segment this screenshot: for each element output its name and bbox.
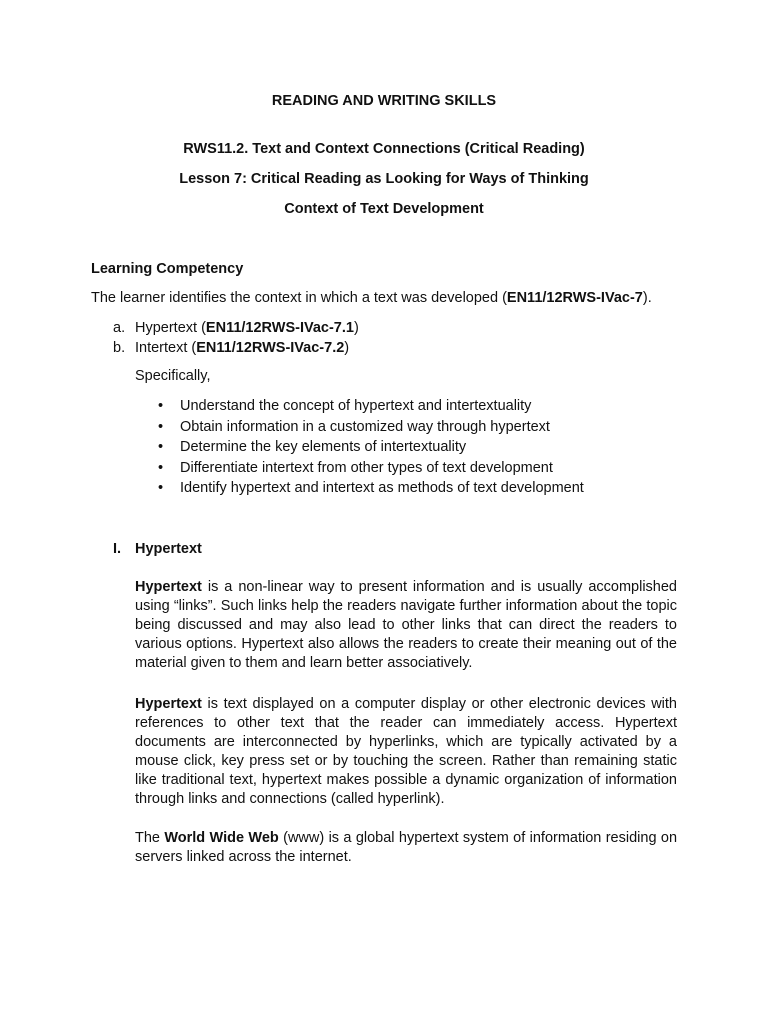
module-code-title: RWS11.2. Text and Context Connections (Critical Reading) xyxy=(183,141,585,157)
item-text-end: ) xyxy=(353,320,359,336)
bullet-icon: • xyxy=(158,398,164,414)
competency-item-a xyxy=(113,318,513,338)
list-item xyxy=(135,417,695,438)
objective-text: Determine the key elements of intertextuality xyxy=(180,439,467,455)
list-item xyxy=(135,458,695,479)
bullet-icon: • xyxy=(158,459,164,476)
topic-title: Context of Text Development xyxy=(284,201,484,217)
list-item xyxy=(135,478,695,499)
competency-code: EN11/12RWS-IVac-7 xyxy=(506,290,643,306)
list-item xyxy=(135,437,695,458)
term-hypertext: Hypertext xyxy=(135,696,202,712)
lesson-title: Lesson 7: Critical Reading as Looking for Ways of Thinking xyxy=(179,171,589,187)
section-heading: Hypertext xyxy=(135,541,202,557)
objectives-list xyxy=(135,396,695,499)
item-text-end: ) xyxy=(344,340,350,356)
section-number: I. xyxy=(113,541,122,557)
bullet-icon: • xyxy=(158,480,164,496)
objective-text: Differentiate intertext from other types of text development xyxy=(180,459,553,476)
item-label: b. xyxy=(113,340,126,356)
course-title: READING AND WRITING SKILLS xyxy=(271,93,497,109)
bullet-icon: • xyxy=(158,418,164,435)
item-label: a. xyxy=(113,320,126,336)
objective-text: Understand the concept of hypertext and intertextuality xyxy=(180,398,532,414)
hypertext-paragraph-2 xyxy=(135,695,677,809)
www-paragraph xyxy=(135,829,677,867)
competency-heading: Learning Competency xyxy=(91,261,244,277)
objective-text: Identify hypertext and intertext as methods of text development xyxy=(180,480,584,496)
paragraph-text-rest: (www) is a global hypertext system of information residing on servers linked across the internet. xyxy=(135,830,678,865)
list-item xyxy=(135,396,695,417)
item-code: EN11/12RWS-IVac-7.2 xyxy=(196,340,345,356)
competency-item-b xyxy=(113,338,513,358)
paragraph-text: is a non-linear way to present information and is usually accomplished using “links”. Such links help the readers navigate further information about the topic being discussed and may also lead to other links that can direct the readers to various options. Hypertext also allows the readers to create their meaning out of the material given to them and learn better associatively. xyxy=(135,579,677,671)
competency-intro-text: The learner identifies the context in which a text was developed ( xyxy=(91,290,507,306)
hypertext-paragraph-1 xyxy=(135,578,677,673)
term-hypertext: Hypertext xyxy=(135,579,202,595)
objective-text: Obtain information in a customized way through hypertext xyxy=(180,418,550,435)
competency-intro-end: ). xyxy=(642,290,652,306)
item-code: EN11/12RWS-IVac-7.1 xyxy=(205,320,354,336)
specifically-label: Specifically, xyxy=(135,368,211,384)
term-www: World Wide Web xyxy=(164,830,279,846)
item-text: Intertext ( xyxy=(135,340,197,356)
item-text: Hypertext ( xyxy=(135,320,206,336)
paragraph-text: The xyxy=(135,830,165,846)
bullet-icon: • xyxy=(158,439,164,455)
competency-intro xyxy=(91,289,652,308)
paragraph-text: is text displayed on a computer display or other electronic devices with references to other text that the reader can immediately access. Hypertext documents are interconnected by hyperlinks, which are typically activated by a mouse click, key press set or by touching the screen. Rather than remaining static like traditional text, hypertext makes possible a dynamic organization of information through links and connections (called hyperlink). xyxy=(135,696,677,807)
